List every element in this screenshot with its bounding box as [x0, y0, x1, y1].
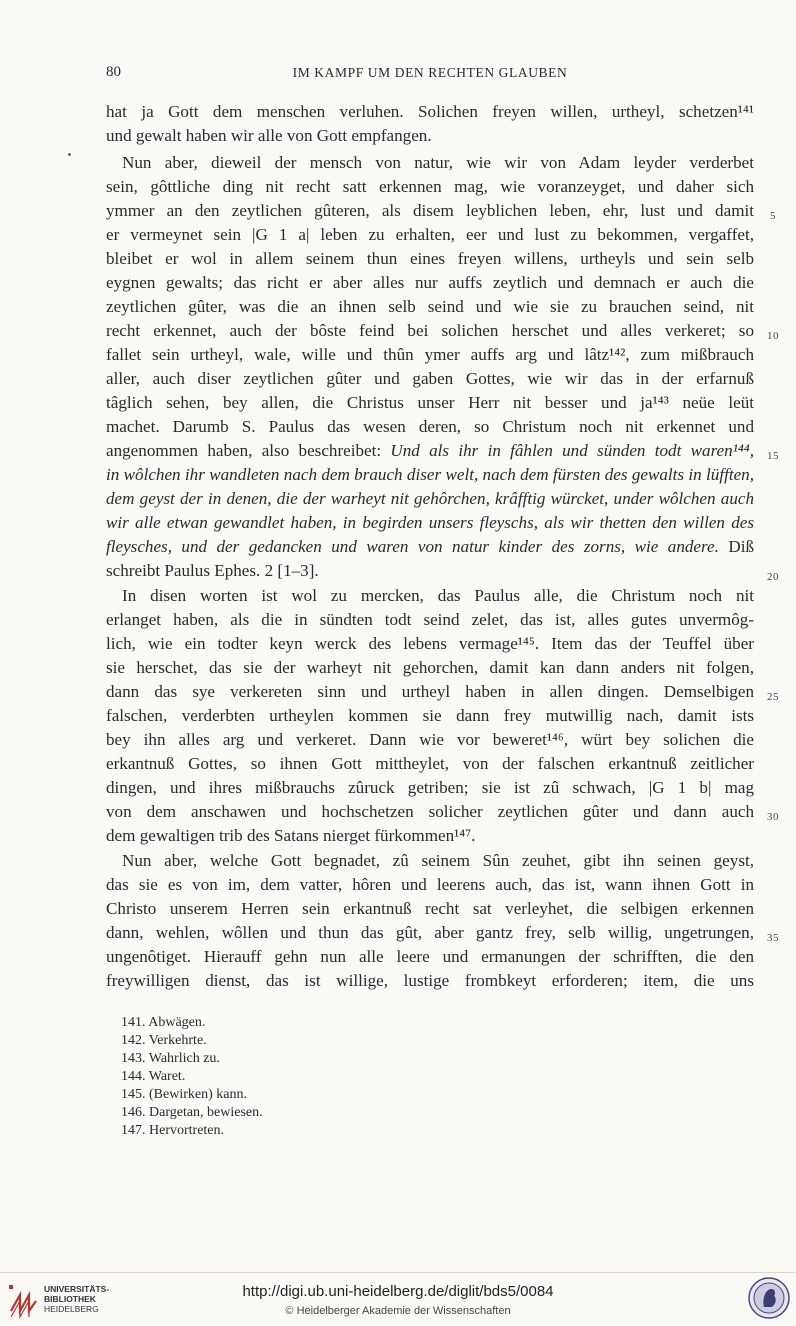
text-line-italic: dem geyst der in denen, die der warheyt nit gehôrchen, krâfftig würcket, under wôlchen auch: [106, 489, 754, 508]
text-line: ymmer an den zeytlichen gûteren, als disem leyblichen leben, ehr, lust und damit: [106, 201, 754, 220]
text-line: lich, wie ein todter keyn werck des lebens vermage¹⁴⁵. Item das der Teuffel über: [106, 634, 754, 653]
text-line: das sie es von im, dem vatter, hôren und leerens auch, das ist, wann ihnen Gott in: [106, 875, 754, 894]
margin-number: 35: [767, 932, 779, 944]
footnote: 146. Dargetan, bewiesen.: [121, 1105, 263, 1120]
text-line: bleibet er wol in allem seinem thun eines freyen willens, urtheyls und sein selb: [106, 249, 754, 268]
text-line: Nun aber, dieweil der mensch von natur, wie wir von Adam leyder verderbet: [122, 153, 754, 172]
margin-number: 15: [767, 450, 779, 462]
footnote: 141. Abwägen.: [121, 1015, 206, 1030]
margin-number: 10: [767, 330, 779, 342]
library-name: [44, 1284, 109, 1314]
text-line-italic: wir alle etwan gewandlet haben, in begirden unsers fleyschs, als wir thetten den willen des: [106, 513, 754, 532]
text-line: und gewalt haben wir alle von Gott empfangen.: [106, 126, 432, 145]
line-roman: Diß: [718, 537, 754, 556]
text-line: falschen, verderbten urtheylen kommen sie dann frey mutwillig nach, damit ists: [106, 706, 754, 725]
text-line: sein, gôttliche ding nit recht satt erkennen mag, wie voranzeyget, und daher sich: [106, 177, 754, 196]
text-line: eygnen gewalts; das richt er aber alles nur auffs zeytlich und demnach er auch die: [106, 273, 754, 292]
text-line: aller, auch diser zeytlichen gûter und gaben Gottes, wie wir das in der erfarnuß: [106, 369, 754, 388]
library-name-line: BIBLIOTHEK: [44, 1294, 96, 1304]
text-line-italic: in wôlchen ihr wandleten nach dem brauch diser welt, nach dem fürsten des gewalts in lüfften,: [106, 465, 754, 484]
text-line: erlanget haben, als die in sündten todt seind zelet, das ist, alles gutes unvermôg-: [106, 610, 754, 629]
footnote: 145. (Bewirken) kann.: [121, 1087, 247, 1102]
margin-number: 25: [767, 691, 779, 703]
text-line: schreibt Paulus Ephes. 2 [1–3].: [106, 561, 319, 580]
text-line: dann, wehlen, wôllen und thun das gût, aber gantz frey, selb willig, ungetrungen,: [106, 923, 754, 942]
library-mark-icon: [8, 1281, 38, 1321]
text-line: In disen worten ist wol zu mercken, das Paulus alle, die Christum noch nit: [122, 586, 754, 605]
text-line: hat ja Gott dem menschen verluhen. Solichen freyen willen, urtheyl, schetzen¹⁴¹: [106, 102, 754, 121]
text-line: tâglich sehen, bey allen, die Christus unser Herr nit besser und ja¹⁴³ neüe leüt: [106, 393, 754, 412]
text-line: dann das sye verkereten sinn und urtheyl haben in allen dingen. Demselbigen: [106, 682, 754, 701]
page-number: 80: [106, 64, 121, 80]
footnote: 143. Wahrlich zu.: [121, 1051, 220, 1066]
text-line: fallet sein urtheyl, wale, wille und thûn ymer auffs arg und lâtz¹⁴², zum mißbrauch: [106, 345, 754, 364]
text-line: freywilligen dienst, das ist willige, lustige frombkeyt erforderen; item, die uns: [106, 971, 754, 990]
text-line: Nun aber, welche Gott begnadet, zû seinem Sûn zeuhet, gibt ihn seinen geyst,: [122, 851, 754, 870]
line-roman: angenommen haben, also beschreibet:: [106, 441, 391, 460]
text-line: ungenôtiget. Hierauff gehn nun alle leere und ermanungen der schrifften, die den: [106, 947, 754, 966]
text-line: Christo unserem Herren sein erkantnuß recht sat verleyhet, die selbigen erkennen: [106, 899, 754, 918]
text-line: zeytlichen gûter, was die an ihnen selb seind und wie sie zu brauchen seind, nit: [106, 297, 754, 316]
library-logo[interactable]: [8, 1279, 118, 1323]
footnote: 144. Waret.: [121, 1069, 186, 1084]
quote-italic: fleysches, und der gedancken und waren von natur kinder des zorns, wie andere.: [106, 537, 719, 556]
text-line: recht erkennet, auch der bôste feind bei solichen herschet und alles verkeret; so: [106, 321, 754, 340]
text-line: sie herschet, das sie der warheyt nit gehorchen, damit kan dann anders nit folgen,: [106, 658, 754, 677]
text-line: dem gewaltigen trib des Satans nierget fürkommen¹⁴⁷.: [106, 826, 476, 845]
text-line: [106, 535, 754, 559]
text-line: bey ihn alles arg und verkeret. Dann wie vor beweret¹⁴⁶, würt bey solichen die: [106, 730, 754, 749]
margin-number: 30: [767, 811, 779, 823]
copyright-notice: © Heidelberger Akademie der Wissenschaften: [285, 1305, 511, 1317]
quote-italic: Und als ihr in fâhlen und sünden todt waren¹⁴⁴,: [390, 441, 755, 460]
page-header: [106, 64, 754, 86]
footnote: 147. Hervortreten.: [121, 1123, 225, 1138]
text-line: [106, 439, 754, 463]
text-line: machet. Darumb S. Paulus das wesen deren, so Christum noch nit erkennet und: [106, 417, 754, 436]
text-line: dingen, und ihres mißbrauchs zûruck getriben; sie ist zû schwach, |G 1 b| mag: [106, 778, 754, 797]
library-name-line: UNIVERSITÄTS-: [44, 1284, 110, 1294]
text-line: von dem anschawen und hochschetzen solicher zeytlichen gûter und dann auch: [106, 802, 754, 821]
margin-dot: [68, 153, 71, 156]
library-name-line: HEIDELBERG: [44, 1304, 99, 1314]
running-title: IM KAMPF UM DEN RECHTEN GLAUBEN: [292, 65, 568, 80]
text-line: erkantnuß Gottes, so ihnen Gott mittheylet, von der falschen erkantnuß zeitlicher: [106, 754, 754, 773]
permalink-url[interactable]: http://digi.ub.uni-heidelberg.de/diglit/bds5/0084: [242, 1283, 554, 1300]
text-line: er vermeynet sein |G 1 a| leben zu erhalten, eer und lust zu bekommen, vergaffet,: [106, 225, 754, 244]
margin-number: 20: [767, 571, 779, 583]
margin-number: 5: [770, 210, 776, 222]
footnote: 142. Verkehrte.: [121, 1033, 207, 1048]
viewer-footer: [0, 1273, 796, 1326]
academy-seal-icon[interactable]: [748, 1277, 790, 1319]
